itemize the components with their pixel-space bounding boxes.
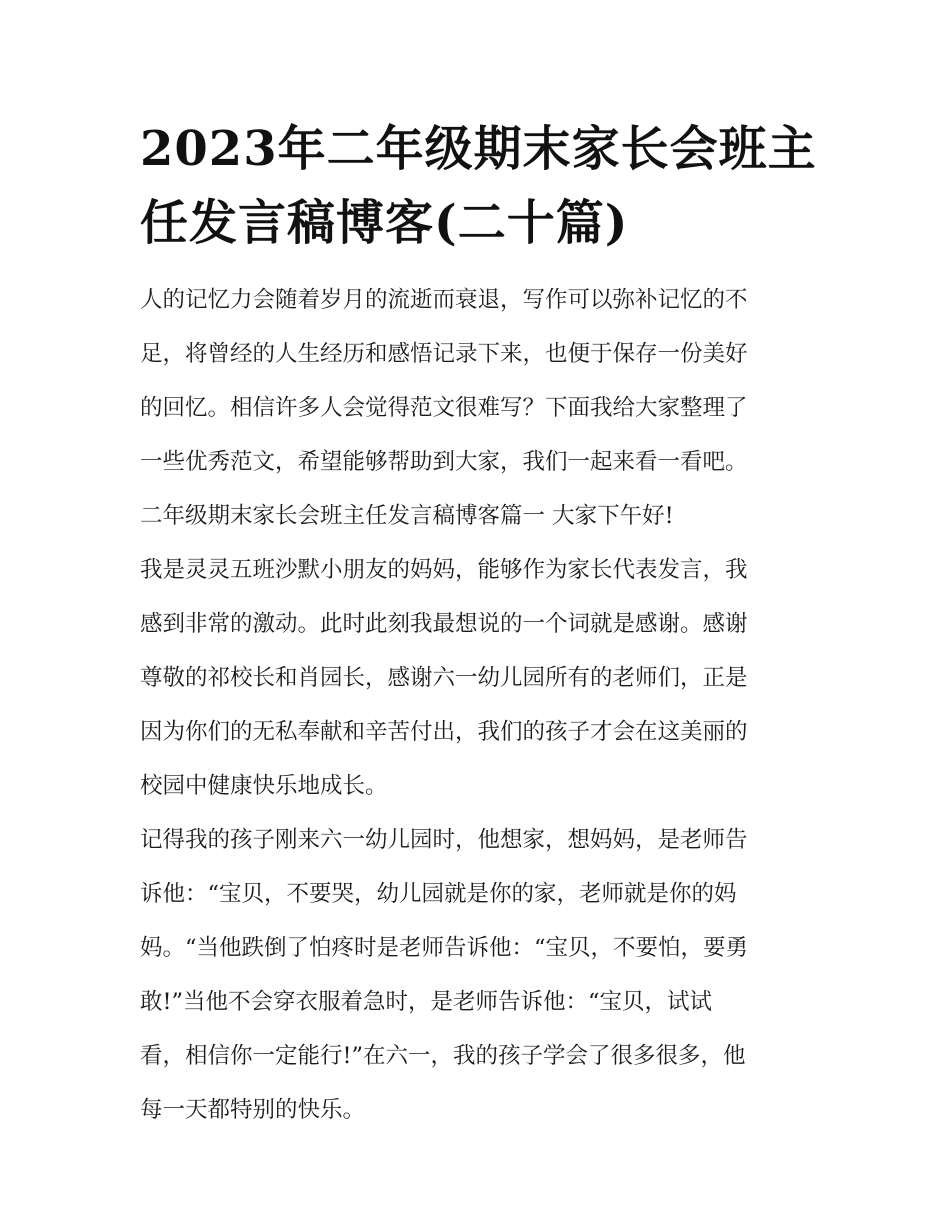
body-line: 诉他：“宝贝，不要哭，幼儿园就是你的家，老师就是你的妈 — [140, 881, 737, 907]
body-line: 感到非常的激动。此时此刻我最想说的一个词就是感谢。感谢 — [140, 611, 748, 637]
title-line-1: 2023年二年级期末家长会班主 — [140, 121, 817, 177]
body-line: 校园中健康快乐地成长。 — [140, 773, 388, 799]
body-line: 足，将曾经的人生经历和感悟记录下来，也便于保存一份美好 — [140, 341, 748, 367]
body-line: 妈。“当他跌倒了怕疼时是老师告诉他：“宝贝，不要怕，要勇 — [140, 935, 749, 961]
document-title — [140, 112, 820, 260]
body-line: 尊敬的祁校长和肖园长，感谢六一幼儿园所有的老师们，正是 — [140, 665, 748, 691]
body-line: 敢!”当他不会穿衣服着急时，是老师告诉他：“宝贝，试试 — [140, 989, 713, 1015]
body-line: 每一天都特别的快乐。 — [140, 1097, 366, 1123]
section-heading-line: 二年级期末家长会班主任发言稿博客篇一 大家下午好! — [140, 503, 674, 529]
body-line: 一些优秀范文，希望能够帮助到大家，我们一起来看一看吧。 — [140, 449, 748, 475]
body-line: 我是灵灵五班沙默小朋友的妈妈，能够作为家长代表发言，我 — [140, 557, 748, 583]
title-line-2: 任发言稿博客(二十篇) — [140, 195, 629, 251]
body-line: 人的记忆力会随着岁月的流逝而衰退，写作可以弥补记忆的不 — [140, 287, 748, 313]
body-line: 因为你们的无私奉献和辛苦付出，我们的孩子才会在这美丽的 — [140, 719, 748, 745]
body-line: 看，相信你一定能行!”在六一，我的孩子学会了很多很多，他 — [140, 1043, 746, 1069]
body-line: 的回忆。相信许多人会觉得范文很难写？下面我给大家整理了 — [140, 395, 748, 421]
body-line: 记得我的孩子刚来六一幼儿园时，他想家，想妈妈，是老师告 — [140, 827, 748, 853]
document-body — [140, 282, 830, 1146]
